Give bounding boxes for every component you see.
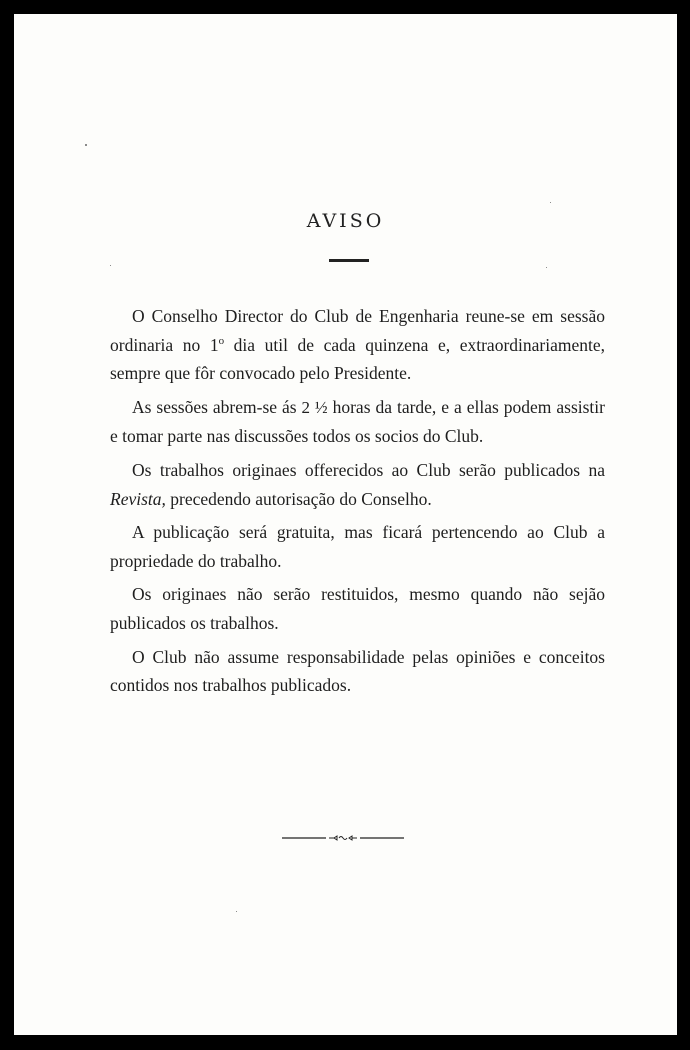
- paragraph-session-hours: [110, 393, 605, 451]
- hour-fraction: 2 ½: [301, 397, 328, 417]
- paragraph-text: O Conselho Director do Club de Engenharia reune-se em sessão ordinaria no: [110, 306, 605, 355]
- paragraph-text: precedendo autorisação do Conselho.: [165, 488, 432, 509]
- paragraph-publication: [110, 456, 605, 513]
- paragraph-text: As sessões abrem-se ás: [132, 396, 302, 417]
- page-title: AVISO: [306, 210, 385, 232]
- paper-speck: [550, 202, 551, 203]
- paper-speck: [85, 144, 87, 146]
- paragraph-text: horas da tarde, e a ellas podem assistir e tomar parte nas discussões todos os socios do Club.: [110, 396, 605, 447]
- paper-speck: [546, 267, 547, 268]
- paper-speck: [236, 911, 237, 912]
- paragraph-council-sessions: [110, 302, 605, 388]
- notice-body: [110, 302, 605, 705]
- ordinal-number: 1: [209, 334, 219, 355]
- paragraph-free-publication: A publicação será gratuita, mas ficará pertencendo ao Club a propriedade do trabalho.: [110, 522, 605, 571]
- paragraph-originals: Os originaes não serão restituidos, mesmo quando não sejão publicados os trabalhos.: [110, 584, 605, 633]
- ornamental-divider: [282, 834, 404, 842]
- paper-speck: [110, 265, 111, 266]
- title-rule: [329, 259, 369, 262]
- paragraph-text: dia util de cada quinzena e, extraordinariamente, sempre que fôr convocado pelo Presidente.: [110, 334, 605, 384]
- page: [14, 14, 677, 1035]
- paragraph-text: Os trabalhos originaes offerecidos ao Club serão publicados na: [132, 459, 605, 480]
- revista-title: Revista,: [110, 488, 166, 509]
- divider-center-flourish: [329, 836, 357, 840]
- paragraph-responsibility: O Club não assume responsabilidade pelas opiniões e conceitos contidos nos trabalhos publicados.: [110, 646, 605, 696]
- ordinal-superscript: o: [218, 334, 225, 347]
